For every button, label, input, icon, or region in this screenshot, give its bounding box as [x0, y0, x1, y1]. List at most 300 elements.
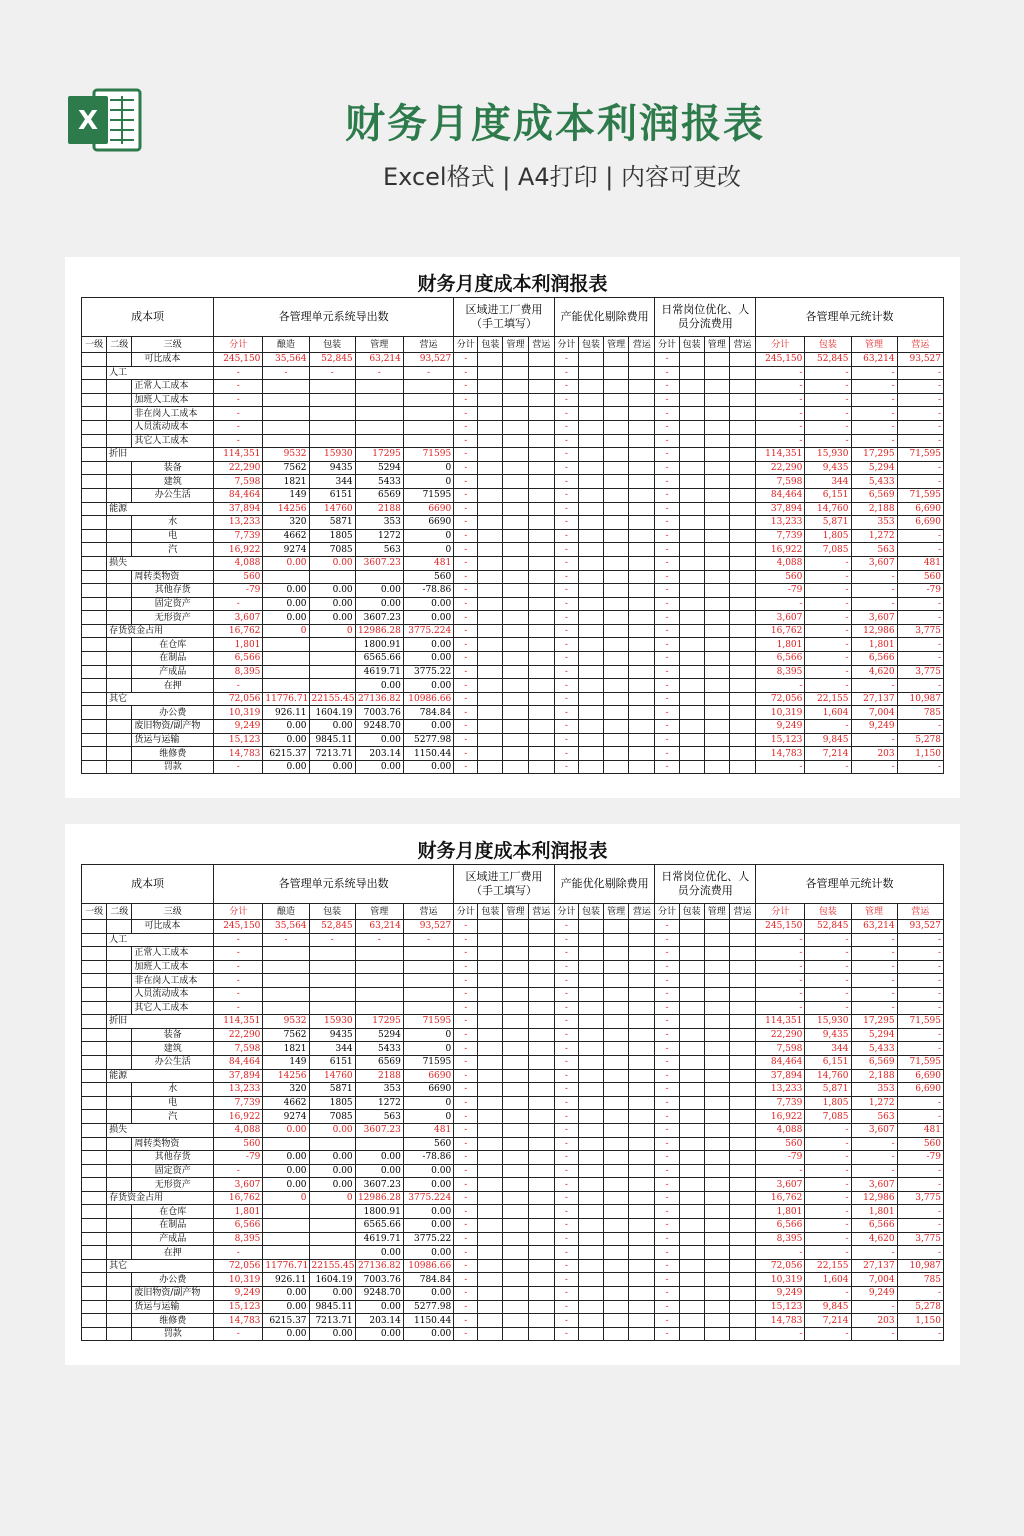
region-cell: -	[655, 611, 679, 625]
level2-cell	[107, 974, 132, 988]
stats-value-cell: -	[756, 987, 805, 1001]
export-value-cell: 14256	[263, 502, 309, 516]
export-value-cell: 4,088	[214, 556, 263, 570]
region-cell: -	[655, 1164, 679, 1178]
header-region: 区域进工厂费用（手工填写）	[454, 865, 555, 904]
region-cell	[679, 1287, 704, 1301]
region-cell	[578, 1287, 603, 1301]
export-value-cell	[309, 420, 355, 434]
region-cell	[604, 1259, 629, 1273]
header-small-col: 分计	[655, 904, 679, 920]
level3-cell: 在制品	[132, 1219, 214, 1233]
stats-value-cell: 2,188	[851, 1069, 897, 1083]
export-value-cell: 0.00	[355, 760, 403, 774]
export-value-cell: -	[214, 366, 263, 380]
region-cell: -	[655, 706, 679, 720]
level1-cell	[82, 987, 107, 1001]
region-cell	[679, 679, 704, 693]
region-cell	[704, 733, 729, 747]
region-cell	[604, 1137, 629, 1151]
region-cell	[629, 1327, 655, 1341]
stats-value-cell: 9,435	[805, 461, 851, 475]
level3-cell: 产成品	[132, 1232, 214, 1246]
region-cell: -	[554, 1028, 578, 1042]
export-value-cell: 1150.44	[403, 747, 453, 761]
region-cell	[528, 1028, 554, 1042]
stats-value-cell: -	[805, 1178, 851, 1192]
region-cell	[578, 543, 603, 557]
header-export: 各管理单元系统导出数	[214, 865, 454, 904]
export-value-cell: 0.00	[263, 1151, 309, 1165]
level1-cell	[82, 665, 107, 679]
level2-cell	[107, 584, 132, 598]
level1-cell	[82, 380, 107, 394]
level1-cell	[82, 933, 107, 947]
export-value-cell: 6565.66	[355, 652, 403, 666]
region-cell	[629, 366, 655, 380]
level2-cell	[107, 1178, 132, 1192]
region-cell	[729, 556, 755, 570]
region-cell	[629, 420, 655, 434]
region-cell	[604, 502, 629, 516]
level3-cell: 装备	[132, 461, 214, 475]
region-cell: -	[554, 529, 578, 543]
level2-cell	[107, 1137, 132, 1151]
stats-value-cell: -	[897, 543, 943, 557]
stats-value-cell: -	[897, 1028, 943, 1042]
region-cell	[478, 933, 503, 947]
region-cell	[679, 1028, 704, 1042]
header-stats-col: 包装	[805, 337, 851, 353]
level2-cell	[107, 1151, 132, 1165]
region-cell	[528, 502, 554, 516]
header-region: 区域进工厂费用（手工填写）	[454, 298, 555, 337]
region-cell	[729, 1219, 755, 1233]
region-cell	[503, 1300, 528, 1314]
region-cell: -	[655, 380, 679, 394]
export-value-cell: 0.00	[263, 1327, 309, 1341]
export-value-cell	[309, 987, 355, 1001]
export-value-cell	[403, 407, 453, 421]
export-value-cell: 84,464	[214, 1055, 263, 1069]
region-cell	[704, 1219, 729, 1233]
region-cell	[478, 488, 503, 502]
region-cell: -	[554, 1232, 578, 1246]
region-cell: -	[454, 1123, 478, 1137]
export-value-cell: -	[214, 679, 263, 693]
region-cell	[604, 1001, 629, 1015]
region-cell: -	[554, 1015, 578, 1029]
region-cell	[478, 1123, 503, 1137]
stats-value-cell: 481	[897, 1123, 943, 1137]
export-value-cell	[355, 987, 403, 1001]
region-cell	[604, 434, 629, 448]
region-cell: -	[454, 366, 478, 380]
region-cell	[503, 556, 528, 570]
region-cell: -	[655, 1314, 679, 1328]
stats-value-cell: 3,775	[897, 665, 943, 679]
header-small-col: 管理	[503, 904, 528, 920]
region-cell: -	[454, 529, 478, 543]
region-cell: -	[655, 1259, 679, 1273]
stats-value-cell: -	[897, 366, 943, 380]
region-cell: -	[655, 366, 679, 380]
export-value-cell	[309, 570, 355, 584]
region-cell	[528, 692, 554, 706]
region-cell: -	[655, 974, 679, 988]
region-cell	[729, 1232, 755, 1246]
region-cell: -	[554, 420, 578, 434]
stats-value-cell: 12,986	[851, 1191, 897, 1205]
export-value-cell: 0	[309, 624, 355, 638]
level2-cell	[107, 393, 132, 407]
stats-value-cell: 6,690	[897, 502, 943, 516]
header-small-col: 包装	[578, 904, 603, 920]
region-cell	[503, 947, 528, 961]
level3-cell: 维修费	[132, 1314, 214, 1328]
level1-cell	[82, 1327, 107, 1341]
region-cell	[679, 597, 704, 611]
stats-value-cell: -	[805, 1137, 851, 1151]
stats-value-cell: 6,569	[851, 488, 897, 502]
export-value-cell: 0.00	[309, 1151, 355, 1165]
stats-value-cell: -	[897, 1164, 943, 1178]
level1-cell	[82, 1232, 107, 1246]
region-cell	[528, 987, 554, 1001]
export-value-cell: 9435	[309, 1028, 355, 1042]
region-cell	[704, 353, 729, 367]
region-cell	[528, 1110, 554, 1124]
region-cell	[503, 679, 528, 693]
region-cell	[679, 1083, 704, 1097]
region-cell	[528, 720, 554, 734]
stats-value-cell: 15,123	[756, 733, 805, 747]
stats-value-cell: -	[805, 720, 851, 734]
region-cell: -	[454, 461, 478, 475]
table-row	[82, 1151, 944, 1165]
table-row	[82, 1259, 944, 1273]
export-value-cell: 8,395	[214, 665, 263, 679]
export-value-cell: 9845.11	[309, 733, 355, 747]
region-cell	[478, 1096, 503, 1110]
region-cell	[679, 652, 704, 666]
export-value-cell: 560	[214, 570, 263, 584]
export-value-cell: 0.00	[309, 1287, 355, 1301]
stats-value-cell: 560	[897, 570, 943, 584]
level2-cell	[107, 987, 132, 1001]
level3-cell: 其他存货	[132, 1151, 214, 1165]
region-cell	[704, 933, 729, 947]
region-cell	[503, 1178, 528, 1192]
region-cell	[503, 624, 528, 638]
region-cell	[729, 747, 755, 761]
region-cell	[679, 611, 704, 625]
export-value-cell: 6690	[403, 1083, 453, 1097]
region-cell	[704, 1259, 729, 1273]
region-cell	[528, 1246, 554, 1260]
region-cell	[629, 353, 655, 367]
stats-value-cell: 7,004	[851, 706, 897, 720]
export-value-cell: 114,351	[214, 448, 263, 462]
region-cell	[679, 434, 704, 448]
region-cell	[629, 665, 655, 679]
export-value-cell: 0.00	[403, 1178, 453, 1192]
region-cell	[679, 1232, 704, 1246]
export-value-cell: 3607.23	[355, 611, 403, 625]
region-cell	[729, 720, 755, 734]
region-cell	[478, 529, 503, 543]
region-cell	[478, 1042, 503, 1056]
export-value-cell	[263, 638, 309, 652]
level2-cell	[107, 570, 132, 584]
level3-cell: 无形资产	[132, 611, 214, 625]
export-value-cell	[263, 1137, 309, 1151]
level3-cell: 非在岗人工成本	[132, 407, 214, 421]
region-cell	[679, 960, 704, 974]
stats-value-cell: 7,214	[805, 1314, 851, 1328]
stats-value-cell: -	[805, 556, 851, 570]
region-cell	[729, 1069, 755, 1083]
stats-value-cell: -	[805, 947, 851, 961]
export-value-cell: -	[309, 366, 355, 380]
export-value-cell	[263, 1001, 309, 1015]
region-cell	[528, 733, 554, 747]
region-cell: -	[454, 556, 478, 570]
region-cell: -	[655, 947, 679, 961]
level3-cell: 电	[132, 1096, 214, 1110]
region-cell	[478, 1246, 503, 1260]
stats-value-cell: -	[756, 597, 805, 611]
header-export-col: 营运	[403, 904, 453, 920]
region-cell	[528, 488, 554, 502]
region-cell	[629, 974, 655, 988]
region-cell	[704, 1083, 729, 1097]
export-value-cell: 9274	[263, 543, 309, 557]
region-cell	[679, 1219, 704, 1233]
table-row	[82, 529, 944, 543]
region-cell: -	[554, 502, 578, 516]
region-cell	[679, 556, 704, 570]
table-row	[82, 570, 944, 584]
header-stats-col: 管理	[851, 904, 897, 920]
region-cell: -	[554, 974, 578, 988]
header-small-col: 包装	[478, 337, 503, 353]
region-cell	[578, 706, 603, 720]
region-cell	[729, 692, 755, 706]
stats-value-cell: -	[805, 420, 851, 434]
header-stats-col: 营运	[897, 337, 943, 353]
stats-value-cell: -	[805, 1287, 851, 1301]
table-row	[82, 1287, 944, 1301]
level2-cell	[107, 1110, 132, 1124]
region-cell	[604, 529, 629, 543]
region-cell	[704, 584, 729, 598]
stats-value-cell: 5,294	[851, 1028, 897, 1042]
region-cell	[704, 611, 729, 625]
stats-value-cell: -	[851, 393, 897, 407]
export-value-cell: 9532	[263, 448, 309, 462]
export-value-cell: -79	[214, 584, 263, 598]
export-value-cell: 563	[355, 543, 403, 557]
level2-cell	[107, 353, 132, 367]
region-cell	[679, 933, 704, 947]
stats-value-cell: 37,894	[756, 1069, 805, 1083]
export-value-cell: 9274	[263, 1110, 309, 1124]
region-cell: -	[655, 1137, 679, 1151]
stats-value-cell: -79	[897, 584, 943, 598]
region-cell	[528, 652, 554, 666]
table-row	[82, 692, 944, 706]
region-cell	[528, 747, 554, 761]
stats-value-cell: 203	[851, 1314, 897, 1328]
region-cell: -	[454, 760, 478, 774]
level2-cell	[107, 947, 132, 961]
region-cell: -	[655, 747, 679, 761]
region-cell	[478, 366, 503, 380]
table-row	[82, 1015, 944, 1029]
export-value-cell: 15,123	[214, 1300, 263, 1314]
stats-value-cell: -	[851, 933, 897, 947]
region-cell: -	[454, 638, 478, 652]
export-value-cell: 353	[355, 516, 403, 530]
region-cell	[503, 1069, 528, 1083]
stats-value-cell: -	[805, 1246, 851, 1260]
export-value-cell: 6690	[403, 516, 453, 530]
region-cell	[704, 1096, 729, 1110]
region-cell	[604, 1314, 629, 1328]
level1-cell	[82, 448, 107, 462]
export-value-cell	[309, 1137, 355, 1151]
region-cell: -	[655, 1110, 679, 1124]
stats-value-cell: 245,150	[756, 353, 805, 367]
level2-cell	[107, 1042, 132, 1056]
region-cell	[604, 420, 629, 434]
table-row	[82, 611, 944, 625]
region-cell	[528, 933, 554, 947]
region-cell	[478, 353, 503, 367]
level1-cell	[82, 1287, 107, 1301]
stats-value-cell: -	[805, 570, 851, 584]
region-cell	[729, 1083, 755, 1097]
stats-value-cell: -79	[756, 584, 805, 598]
stats-value-cell: 1,801	[851, 638, 897, 652]
stats-value-cell: -	[851, 733, 897, 747]
stats-value-cell: 3,607	[851, 1178, 897, 1192]
region-cell	[679, 407, 704, 421]
region-cell	[478, 920, 503, 934]
stats-value-cell: -	[897, 652, 943, 666]
table-row	[82, 1232, 944, 1246]
stats-value-cell: -	[805, 597, 851, 611]
stats-value-cell: 560	[897, 1137, 943, 1151]
region-cell	[528, 1287, 554, 1301]
level1-cell	[82, 960, 107, 974]
region-cell	[704, 624, 729, 638]
region-cell: -	[655, 516, 679, 530]
region-cell	[704, 720, 729, 734]
region-cell	[629, 1205, 655, 1219]
stats-value-cell: 63,214	[851, 920, 897, 934]
report-table	[81, 297, 944, 774]
table-row	[82, 543, 944, 557]
export-value-cell: 0.00	[263, 597, 309, 611]
region-cell	[629, 407, 655, 421]
stats-value-cell: -	[851, 570, 897, 584]
export-value-cell: 4662	[263, 1096, 309, 1110]
region-cell	[604, 760, 629, 774]
export-value-cell: 0.00	[309, 1164, 355, 1178]
region-cell: -	[655, 1205, 679, 1219]
stats-value-cell: -	[851, 420, 897, 434]
region-cell: -	[454, 1300, 478, 1314]
region-cell	[503, 1314, 528, 1328]
region-cell	[679, 1015, 704, 1029]
level2-cell	[107, 407, 132, 421]
export-value-cell: 71595	[403, 1015, 453, 1029]
export-value-cell: 7562	[263, 1028, 309, 1042]
level1-cell	[82, 516, 107, 530]
stats-value-cell: 6,690	[897, 516, 943, 530]
stats-value-cell: 1,805	[805, 1096, 851, 1110]
region-cell	[729, 1055, 755, 1069]
level3-cell: 在制品	[132, 652, 214, 666]
region-cell	[704, 692, 729, 706]
stats-value-cell: -	[851, 987, 897, 1001]
region-cell	[629, 1055, 655, 1069]
region-cell	[503, 1042, 528, 1056]
stats-value-cell: -	[897, 679, 943, 693]
region-cell	[679, 1137, 704, 1151]
region-cell	[478, 475, 503, 489]
region-cell: -	[454, 1042, 478, 1056]
export-value-cell: -	[214, 1327, 263, 1341]
region-cell: -	[554, 488, 578, 502]
table-row	[82, 706, 944, 720]
table-row	[82, 1178, 944, 1192]
table-row	[82, 760, 944, 774]
stats-value-cell: 5,278	[897, 1300, 943, 1314]
export-value-cell	[403, 974, 453, 988]
region-cell	[629, 488, 655, 502]
region-cell	[578, 488, 603, 502]
table-row	[82, 1028, 944, 1042]
header-stats-col: 营运	[897, 904, 943, 920]
region-cell	[704, 1273, 729, 1287]
export-value-cell: 0.00	[403, 611, 453, 625]
export-value-cell: 7213.71	[309, 1314, 355, 1328]
region-cell: -	[554, 692, 578, 706]
export-value-cell: 0.00	[355, 584, 403, 598]
export-value-cell: 15930	[309, 448, 355, 462]
region-cell	[704, 502, 729, 516]
stats-value-cell: 6,566	[756, 1219, 805, 1233]
region-cell	[503, 1137, 528, 1151]
region-cell: -	[454, 516, 478, 530]
level2-cell	[107, 665, 132, 679]
region-cell	[729, 475, 755, 489]
stats-value-cell: 52,845	[805, 920, 851, 934]
region-cell: -	[554, 448, 578, 462]
region-cell	[503, 987, 528, 1001]
export-value-cell: 0.00	[263, 733, 309, 747]
region-cell	[478, 1259, 503, 1273]
region-cell: -	[554, 706, 578, 720]
export-value-cell: -	[214, 1246, 263, 1260]
region-cell	[503, 1123, 528, 1137]
region-cell: -	[454, 679, 478, 693]
region-cell	[578, 920, 603, 934]
stats-value-cell: -	[756, 380, 805, 394]
